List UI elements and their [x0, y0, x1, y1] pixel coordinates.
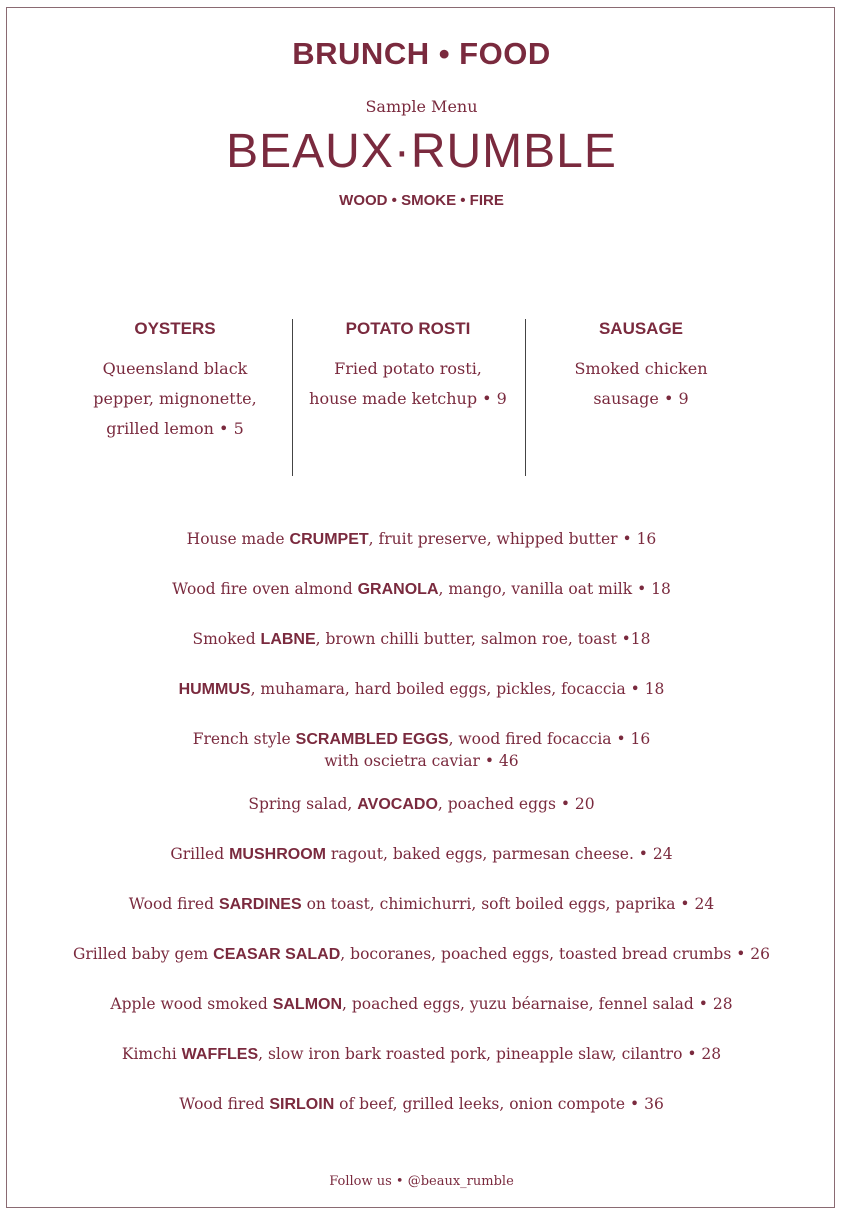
- description-line: sausage • 9: [593, 389, 689, 408]
- menu-item-name: SALMON: [272, 996, 343, 1013]
- featured-item-description: [80, 354, 270, 444]
- description-line: house made ketchup • 9: [309, 389, 507, 408]
- menu-item-name: AVOCADO: [357, 796, 438, 813]
- description-line: Fried potato rosti,: [334, 359, 482, 378]
- column-divider: [525, 319, 526, 476]
- menu-item: Spring salad, AVOCADO, poached eggs • 20: [248, 795, 595, 813]
- menu-item: Wood fired SIRLOIN of beef, grilled leeks, onion compote • 36: [179, 1095, 664, 1113]
- menu-item-name: HUMMUS: [178, 681, 251, 698]
- menu-item-name: WAFFLES: [181, 1046, 259, 1063]
- menu-item: Wood fire oven almond GRANOLA, mango, vanilla oat milk • 18: [172, 580, 671, 598]
- menu-item: Kimchi WAFFLES, slow iron bark roasted pork, pineapple slaw, cilantro • 28: [121, 1045, 722, 1063]
- menu-item-name: CRUMPET: [289, 531, 369, 548]
- menu-item-name: LABNE: [260, 631, 316, 648]
- menu-item: Smoked LABNE, brown chilli butter, salmon roe, toast •18: [192, 630, 651, 648]
- tagline: WOOD • SMOKE • FIRE: [339, 192, 504, 209]
- menu-item: Wood fired SARDINES on toast, chimichurri, soft boiled eggs, paprika • 24: [128, 895, 715, 913]
- description-line: Queensland black: [102, 359, 248, 378]
- featured-item-description: [300, 354, 516, 414]
- description-line: Smoked chicken: [574, 359, 708, 378]
- menu-item-name: CEASAR SALAD: [213, 946, 341, 963]
- menu-item-name: SCRAMBLED EGGS: [295, 731, 449, 748]
- sample-menu-label: Sample Menu: [365, 97, 478, 116]
- menu-item: Apple wood smoked SALMON, poached eggs, yuzu béarnaise, fennel salad • 28: [110, 995, 733, 1013]
- menu-item: Grilled baby gem CEASAR SALAD, bocoranes, poached eggs, toasted bread crumbs • 26: [72, 945, 771, 963]
- social-footer: Follow us • @beaux_rumble: [329, 1174, 514, 1189]
- featured-item-oysters: [80, 318, 270, 444]
- menu-item: Grilled MUSHROOM ragout, baked eggs, parmesan cheese. • 24: [170, 845, 673, 863]
- menu-items-list: [0, 528, 843, 1143]
- featured-item-sausage: [548, 318, 734, 414]
- menu-item: French style SCRAMBLED EGGS, wood fired focaccia • 16 with oscietra caviar • 46: [0, 728, 843, 771]
- description-line: grilled lemon • 5: [106, 419, 244, 438]
- description-line: pepper, mignonette,: [93, 389, 257, 408]
- featured-item-title: POTATO ROSTI: [345, 319, 471, 338]
- menu-item-name: SARDINES: [218, 896, 302, 913]
- column-divider: [292, 319, 293, 476]
- menu-category-title: BRUNCH • FOOD: [292, 36, 551, 71]
- menu-item: HUMMUS, muhamara, hard boiled eggs, pickles, focaccia • 18: [178, 680, 665, 698]
- featured-item-title: OYSTERS: [134, 319, 216, 338]
- featured-item-title: SAUSAGE: [598, 319, 684, 338]
- menu-item-name: SIRLOIN: [269, 1096, 335, 1113]
- featured-item-potato-rosti: [300, 318, 516, 414]
- menu-item: House made CRUMPET, fruit preserve, whipped butter • 16: [186, 530, 657, 548]
- featured-item-description: [548, 354, 734, 414]
- menu-item-addon: with oscietra caviar • 46: [324, 752, 519, 770]
- menu-item-name: GRANOLA: [357, 581, 439, 598]
- restaurant-logo: BEAUX·RUMBLE: [226, 125, 617, 178]
- menu-item-name: MUSHROOM: [229, 846, 326, 863]
